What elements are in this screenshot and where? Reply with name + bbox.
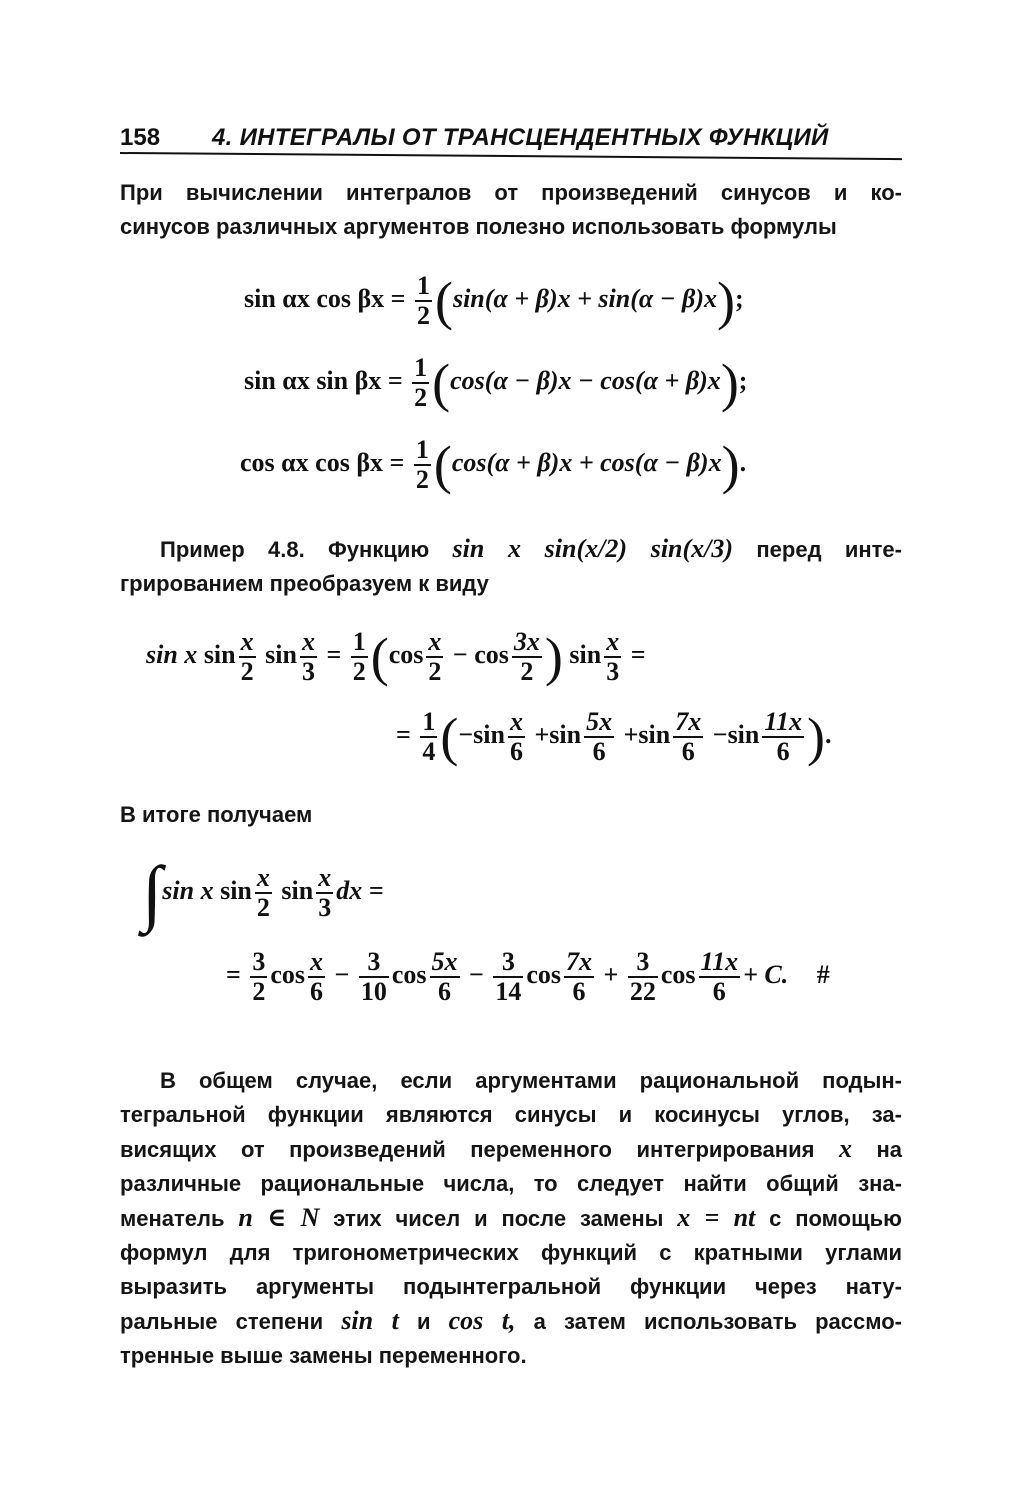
formula-end: ; [738, 365, 748, 395]
numerator: 1 [416, 271, 430, 300]
equals-sign: = [326, 639, 342, 669]
intro-line-1: При вычислении интегралов от произведений синусов и ко- [120, 180, 902, 205]
minus-sign: − [712, 719, 728, 749]
constant-term: + C. [743, 959, 789, 989]
transform-line-2 [396, 708, 831, 766]
minus-sign: − [469, 959, 484, 989]
fraction-11x-6: $\frac{11x}{6}$ [764, 707, 802, 766]
fraction-5x-6: $\frac{5x}{6}$ [431, 947, 458, 1006]
example-text-2: перед инте- [756, 537, 902, 562]
sin-label: sin [569, 639, 602, 669]
left-paren: ( [440, 707, 459, 767]
general-line-2: тегральной функции являются синусы и косинусы углов, за- [120, 1102, 902, 1127]
sin-x: sin x [162, 875, 214, 905]
fraction-11x-6: $\frac{11x}{6}$ [700, 947, 739, 1006]
formula-sin-sin [244, 354, 747, 412]
plus-sign: + [623, 719, 639, 749]
plus-sign: + [603, 959, 619, 989]
minus-sign: − [452, 639, 468, 669]
sin-label: sin [265, 639, 297, 669]
equals-sign: = [396, 719, 411, 749]
general-line-8: ральные степени sin t и cos t, а затем использовать рассмо- [120, 1306, 903, 1335]
period: . [824, 719, 832, 749]
minus-sign: − [334, 959, 350, 989]
sin-label: sin [203, 639, 236, 669]
integral-sign: ∫ [142, 852, 163, 934]
cos-label: cos [270, 959, 305, 989]
end-of-example-mark: # [816, 959, 830, 989]
cos-label: cos [526, 959, 561, 989]
fraction-x-2: $\frac{x}{2}$ [428, 627, 442, 686]
chapter-title: 4. ИНТЕГРАЛЫ ОТ ТРАНСЦЕНДЕНТНЫХ ФУНКЦИЙ [212, 124, 829, 151]
fraction-half [414, 436, 431, 494]
cos-label: cos [660, 959, 696, 989]
example-expression: sin x sin(x/2) sin(x/3) [452, 534, 734, 563]
numerator: 1 [414, 353, 428, 382]
fraction-3-14: $\frac{3}{14}$ [495, 947, 522, 1006]
sin-label: sin [220, 875, 252, 905]
fraction-7x-6: $\frac{7x}{6}$ [675, 707, 702, 766]
general-case-paragraph [120, 1064, 902, 1373]
formula-sin-cos [244, 272, 744, 330]
fraction-half [412, 354, 429, 412]
fraction-3-2: $\frac{3}{2}$ [252, 947, 266, 1006]
formula-lhs: sin αx sin βx = [244, 365, 403, 395]
sin-label: sin [638, 719, 671, 749]
equals-sign: = [630, 639, 646, 669]
formula-end: ; [734, 283, 744, 313]
fraction-half [415, 272, 432, 330]
right-paren: ) [721, 435, 740, 495]
fraction-x-3: $\frac{x}{3}$ [606, 627, 620, 686]
general-line-4: различные рациональные числа, то следует найти общий зна- [120, 1171, 902, 1196]
page-number: 158 [120, 124, 161, 151]
fraction-x-6: $\frac{x}{6}$ [509, 707, 523, 766]
left-paren: ( [432, 353, 451, 413]
cos-label: cos [391, 959, 427, 989]
sin-x: sin x [146, 639, 198, 669]
formula-inner: cos(α − β)x − cos(α + β)x [450, 365, 721, 395]
fraction-3-22: $\frac{3}{22}$ [629, 947, 656, 1006]
left-paren: ( [433, 435, 452, 495]
formula-lhs: sin αx cos βx = [244, 283, 406, 313]
sin-label: sin [727, 719, 760, 749]
fraction-3x-2: $\frac{3x}{2}$ [513, 627, 540, 686]
formula-lhs: cos αx cos βx = [240, 447, 405, 477]
result-intro [120, 798, 902, 832]
general-line-6: формул для тригонометрических функций с кратными углами [120, 1240, 902, 1265]
fraction-5x-6: $\frac{5x}{6}$ [586, 707, 613, 766]
sin-label: sin [473, 719, 505, 749]
fraction-x-2: $\frac{x}{2}$ [256, 863, 270, 922]
fraction-x-3: $\frac{x}{3}$ [301, 627, 315, 686]
integral-line-1 [142, 852, 384, 934]
left-paren: ( [370, 627, 389, 687]
formula-inner: cos(α + β)x + cos(α − β)x [451, 447, 722, 477]
right-paren: ) [806, 707, 825, 767]
numerator: 1 [415, 435, 429, 464]
general-line-9: тренные выше замены переменного. [120, 1343, 527, 1368]
intro-line-2: синусов различных аргументов полезно использовать формулы [120, 214, 837, 239]
differential: dx = [336, 875, 384, 905]
fraction-x-2: $\frac{x}{2}$ [240, 627, 254, 686]
fraction-x-6: $\frac{x}{6}$ [310, 947, 323, 1006]
plus-sign: + [534, 719, 550, 749]
example-label: Пример 4.8. [160, 537, 305, 562]
denominator: 2 [414, 383, 428, 412]
general-line-1: В общем случае, если аргументами рациональной подын- [160, 1068, 902, 1093]
formula-cos-cos [240, 436, 746, 494]
equals-sign: = [226, 959, 241, 989]
fraction-half: $\frac{1}{2}$ [352, 627, 366, 686]
right-paren: ) [544, 627, 563, 687]
left-paren: ( [434, 271, 453, 331]
example-text-1: Функцию [328, 537, 430, 562]
transform-line-1 [146, 628, 646, 686]
right-paren: ) [717, 271, 735, 331]
minus-sign: − [458, 719, 474, 749]
fraction-7x-6: $\frac{7x}{6}$ [566, 947, 592, 1006]
denominator: 2 [416, 301, 430, 330]
right-paren: ) [720, 353, 739, 413]
sin-label: sin [549, 719, 582, 749]
general-line-7: выразить аргументы подынтегральной функции через нату- [120, 1274, 902, 1299]
general-line-5: менатель n ∈ N этих чисел и после замены x = nt с помощью [120, 1203, 902, 1232]
denominator: 2 [415, 465, 429, 494]
formula-end: . [739, 447, 747, 477]
example-line-2: грированием преобразуем к виду [120, 571, 489, 596]
example-line-1 [120, 532, 902, 567]
intro-paragraph [120, 176, 902, 244]
cos-label: cos [474, 639, 509, 669]
fraction-3-10: $\frac{3}{10}$ [360, 947, 387, 1006]
example-paragraph [120, 532, 902, 601]
fraction-quarter: $\frac{1}{4}$ [422, 707, 436, 766]
general-line-3: висящих от произведений переменного интегрирования x на [120, 1134, 902, 1163]
cos-label: cos [388, 639, 424, 669]
integral-line-2 [226, 948, 830, 1006]
result-intro-line: В итоге получаем [120, 802, 313, 827]
fraction-x-3: $\frac{x}{3}$ [318, 863, 332, 922]
formula-inner: sin(α + β)x + sin(α − β)x [452, 283, 717, 313]
sin-label: sin [281, 875, 314, 905]
